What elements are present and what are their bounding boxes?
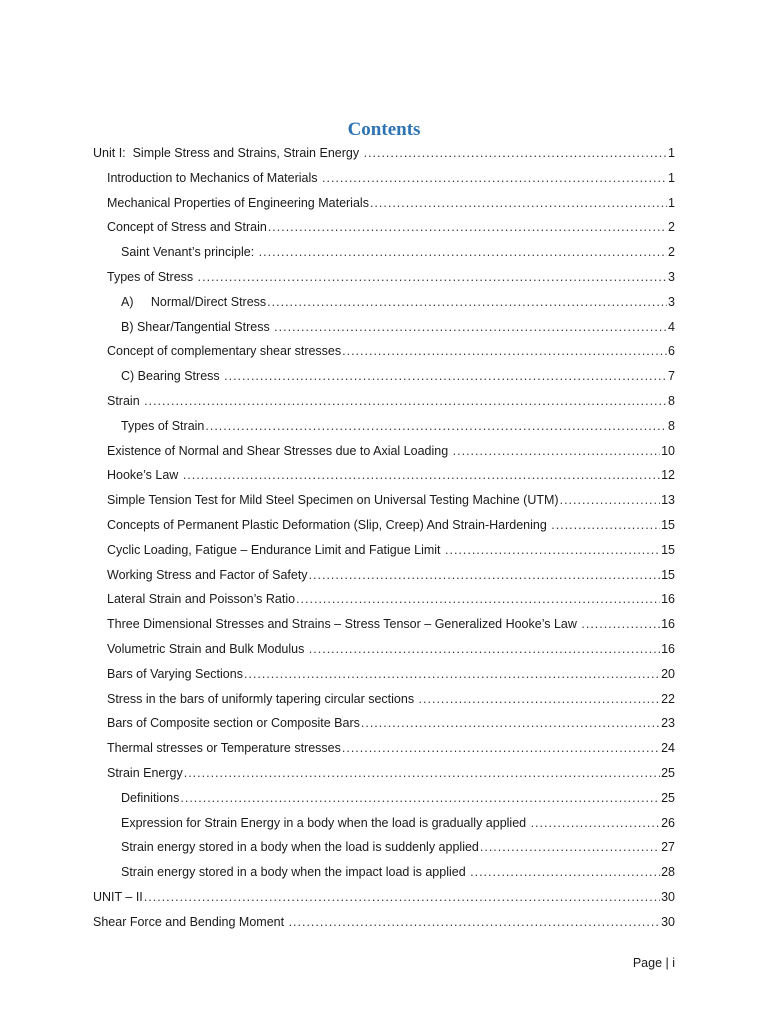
toc-entry[interactable] — [93, 639, 675, 664]
toc-page-number: 3 — [668, 269, 675, 284]
toc-entry[interactable] — [93, 614, 675, 639]
toc-entry[interactable] — [93, 441, 675, 466]
toc-dot-leader — [531, 813, 661, 833]
toc-dot-leader — [445, 540, 660, 560]
toc-page-number: 30 — [661, 914, 675, 929]
toc-entry-title: Stress in the bars of uniformly tapering circular sections — [107, 691, 418, 706]
toc-page-number: 1 — [668, 146, 675, 160]
toc-dot-leader — [267, 292, 667, 312]
toc-entry[interactable] — [93, 664, 675, 689]
toc-entry[interactable] — [93, 837, 675, 862]
toc-entry[interactable] — [93, 763, 675, 788]
toc-dot-leader — [259, 242, 667, 262]
toc-entry-title: Simple Tension Test for Mild Steel Specimen on Universal Testing Machine (UTM) — [107, 493, 559, 508]
toc-dot-leader — [342, 738, 660, 758]
toc-entry-title: Expression for Strain Energy in a body when the load is gradually applied — [121, 815, 530, 830]
toc-entry[interactable] — [93, 912, 675, 937]
toc-dot-leader — [560, 490, 661, 510]
toc-dot-leader — [551, 515, 660, 535]
toc-entry[interactable] — [93, 416, 675, 441]
toc-entry-title: Volumetric Strain and Bulk Modulus — [107, 641, 308, 656]
toc-entry-title: Mechanical Properties of Engineering Materials — [107, 195, 369, 210]
toc-entry[interactable] — [93, 862, 675, 887]
toc-dot-leader — [274, 317, 667, 337]
toc-page-number: 28 — [661, 865, 675, 880]
toc-page-number: 8 — [668, 393, 675, 408]
toc-dot-leader — [198, 267, 667, 287]
toc-page-number: 15 — [661, 542, 675, 557]
toc-entry-title: Saint Venant’s principle: — [121, 245, 258, 260]
toc-entry-title: Shear Force and Bending Moment — [93, 914, 288, 929]
toc-entry[interactable] — [93, 540, 675, 565]
toc-entry[interactable] — [93, 267, 675, 292]
toc-entry[interactable] — [93, 217, 675, 242]
toc-page-number: 10 — [661, 443, 675, 458]
toc-dot-leader — [144, 887, 660, 907]
toc-entry-title: Concept of Stress and Strain — [107, 220, 267, 235]
toc-dot-leader — [244, 664, 660, 684]
toc-dot-leader — [309, 639, 660, 659]
toc-entry[interactable] — [93, 589, 675, 614]
toc-entry-title: Cyclic Loading, Fatigue – Endurance Limit and Fatigue Limit — [107, 542, 444, 557]
toc-entry-title: Strain Energy — [107, 765, 183, 780]
toc-dot-leader — [480, 837, 660, 857]
toc-entry-title: Lateral Strain and Poisson’s Ratio — [107, 592, 296, 607]
toc-page-number: 25 — [661, 765, 675, 780]
toc-entry[interactable] — [93, 713, 675, 738]
toc-page-number: 22 — [661, 691, 675, 706]
toc-entry-title: Unit I: Simple Stress and Strains, Strain Energy — [93, 146, 363, 160]
toc-entry-title: Concepts of Permanent Plastic Deformation (Slip, Creep) And Strain-Hardening — [107, 517, 551, 532]
toc-page-number: 16 — [661, 592, 675, 607]
toc-entry-title: Types of Stress — [107, 269, 197, 284]
toc-entry[interactable] — [93, 341, 675, 366]
toc-entry[interactable] — [93, 515, 675, 540]
toc-entry[interactable] — [93, 391, 675, 416]
toc-entry[interactable] — [93, 565, 675, 590]
toc-dot-leader — [342, 341, 667, 361]
toc-dot-leader — [453, 441, 660, 461]
toc-entry-title: Bars of Varying Sections — [107, 666, 243, 681]
toc-entry[interactable] — [93, 292, 675, 317]
toc-entry-title: Concept of complementary shear stresses — [107, 344, 342, 359]
toc-entry[interactable] — [93, 193, 675, 218]
toc-page-number: 2 — [668, 245, 675, 260]
toc-dot-leader — [309, 565, 661, 585]
toc-page-number: 1 — [668, 170, 675, 185]
toc-page-number: 15 — [661, 517, 675, 532]
toc-entry-title: Existence of Normal and Shear Stresses due to Axial Loading — [107, 443, 452, 458]
toc-page-number: 4 — [668, 319, 675, 334]
toc-page-number: 27 — [661, 840, 675, 855]
toc-entry-title: Three Dimensional Stresses and Strains – Stress Tensor – Generalized Hooke’s Law — [107, 617, 581, 632]
toc-page-number: 16 — [661, 641, 675, 656]
toc-dot-leader — [224, 366, 667, 386]
toc-entry-title: UNIT – II — [93, 889, 143, 904]
toc-dot-leader — [144, 391, 667, 411]
toc-entry-title: Working Stress and Factor of Safety — [107, 567, 308, 582]
toc-dot-leader — [581, 614, 660, 634]
toc-entry[interactable] — [93, 242, 675, 267]
toc-page-number: 13 — [661, 493, 675, 508]
toc-page-number: 20 — [661, 666, 675, 681]
toc-entry[interactable] — [93, 490, 675, 515]
toc-entry[interactable] — [93, 887, 675, 912]
toc-entry[interactable] — [93, 317, 675, 342]
toc-entry[interactable] — [93, 465, 675, 490]
toc-entry[interactable] — [93, 143, 675, 168]
toc-dot-leader — [289, 912, 661, 932]
toc-page-number: 6 — [668, 344, 675, 359]
toc-entry-title: Definitions — [121, 790, 180, 805]
toc-entry-title: C) Bearing Stress — [121, 369, 224, 384]
toc-entry[interactable] — [93, 689, 675, 714]
toc-dot-leader — [296, 589, 660, 609]
toc-page-number: 15 — [661, 567, 675, 582]
toc-dot-leader — [322, 168, 667, 188]
toc-dot-leader — [364, 143, 667, 163]
toc-page-number: 1 — [668, 195, 675, 210]
toc-entry-title: Strain energy stored in a body when the impact load is applied — [121, 865, 470, 880]
toc-entry-title: Bars of Composite section or Composite Bars — [107, 716, 360, 731]
toc-entry-title: Introduction to Mechanics of Materials — [107, 170, 321, 185]
toc-entry[interactable] — [93, 813, 675, 838]
toc-dot-leader — [183, 465, 660, 485]
toc-page-number: 25 — [661, 790, 675, 805]
toc-page-number: 7 — [668, 369, 675, 384]
toc-page-number: 3 — [668, 294, 675, 309]
page-footer: Page | i — [632, 956, 675, 970]
toc-page-number: 2 — [668, 220, 675, 235]
toc-dot-leader — [470, 862, 660, 882]
toc-dot-leader — [205, 416, 667, 436]
toc-page-number: 16 — [661, 617, 675, 632]
toc-dot-leader — [268, 217, 667, 237]
toc-entry[interactable] — [93, 788, 675, 813]
toc-dot-leader — [184, 763, 660, 783]
toc-dot-leader — [180, 788, 660, 808]
toc-entry-title: Hooke’s Law — [107, 468, 182, 483]
toc-entry-title: Thermal stresses or Temperature stresses — [107, 741, 341, 756]
toc-entry[interactable] — [93, 366, 675, 391]
toc-page-number: 12 — [661, 468, 675, 483]
toc-entry-title: Strain — [107, 393, 144, 408]
toc-entry[interactable] — [93, 168, 675, 193]
toc-entry[interactable] — [93, 738, 675, 763]
toc-page-number: 8 — [668, 418, 675, 433]
toc-dot-leader — [361, 713, 660, 733]
toc-dot-leader — [419, 689, 661, 709]
toc-entry-title: B) Shear/Tangential Stress — [121, 319, 274, 334]
toc-entry-title: Strain energy stored in a body when the load is suddenly applied — [121, 840, 479, 855]
toc-entry-title: A) Normal/Direct Stress — [121, 294, 267, 309]
toc-page-number: 24 — [661, 741, 675, 756]
toc-page-number: 26 — [661, 815, 675, 830]
toc-heading: Contents — [347, 119, 421, 140]
toc-page-number: 23 — [661, 716, 675, 731]
toc-entry-title: Types of Strain — [121, 418, 205, 433]
table-of-contents — [93, 143, 675, 937]
toc-page-number: 30 — [661, 889, 675, 904]
toc-dot-leader — [370, 193, 667, 213]
